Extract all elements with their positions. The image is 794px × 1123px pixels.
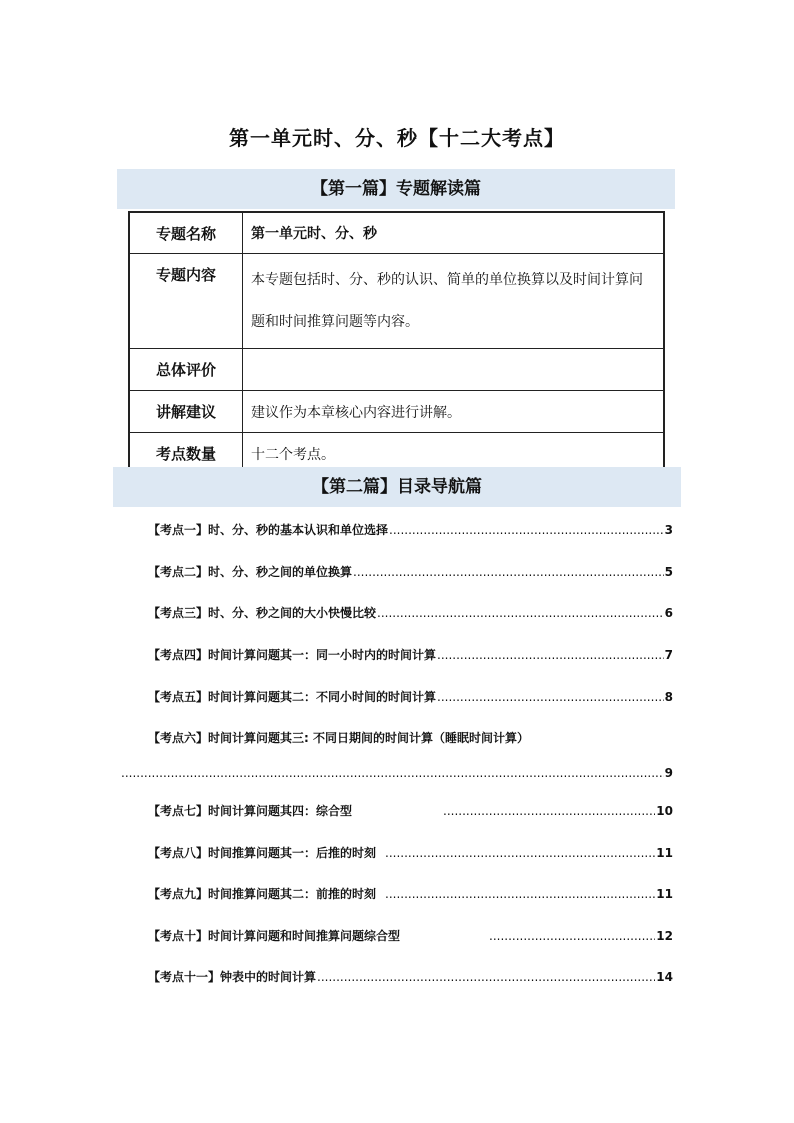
toc-item-page: 12	[656, 929, 673, 943]
toc-item-page: 5	[664, 565, 673, 579]
toc-item-page: 11	[656, 887, 673, 901]
toc-item-label: 【考点二】时、分、秒之间的单位换算	[148, 565, 353, 579]
toc-item-page: 3	[664, 523, 673, 537]
toc-leader	[121, 764, 664, 782]
toc-item[interactable]	[120, 764, 673, 782]
toc-item-page: 9	[664, 766, 673, 780]
row-key: 专题名称	[129, 212, 243, 254]
toc-item[interactable]	[148, 927, 673, 945]
toc-leader	[385, 885, 655, 903]
toc-item[interactable]	[148, 646, 673, 664]
toc-item-page: 14	[656, 970, 673, 984]
toc-item-label[interactable]: 【考点六】时间计算问题其三: 不同日期间的时间计算（睡眠时间计算）	[148, 731, 529, 745]
row-key: 讲解建议	[129, 391, 243, 433]
toc-item-label: 【考点九】时间推算问题其二：前推的时刻	[148, 887, 377, 901]
toc-item-label: 【考点十】时间计算问题和时间推算问题综合型	[148, 929, 401, 943]
row-key: 考点数量	[129, 433, 243, 476]
row-value: 本专题包括时、分、秒的认识、简单的单位换算以及时间计算问题和时间推算问题等内容。	[243, 254, 665, 349]
toc-item[interactable]	[148, 604, 673, 622]
toc-item[interactable]	[148, 844, 673, 862]
section1-heading: 【第一篇】专题解读篇	[117, 169, 675, 209]
toc-item[interactable]	[148, 885, 673, 903]
row-value: 十二个考点。	[243, 433, 665, 476]
toc-leader	[437, 688, 664, 706]
toc-item-page: 6	[664, 606, 673, 620]
section2-heading: 【第二篇】目录导航篇	[113, 467, 681, 507]
row-key: 专题内容	[129, 254, 243, 349]
toc-item-label: 【考点八】时间推算问题其一：后推的时刻	[148, 846, 377, 860]
toc-leader	[385, 844, 655, 862]
row-key: 总体评价	[129, 349, 243, 391]
toc-item[interactable]	[148, 563, 673, 581]
toc-leader	[389, 521, 664, 539]
toc-item[interactable]	[148, 521, 673, 539]
toc-item-label: 【考点四】时间计算问题其一：同一小时内的时间计算	[148, 648, 437, 662]
row-value: 第一单元时、分、秒	[243, 212, 665, 254]
toc-leader	[489, 927, 655, 945]
toc-item-label: 【考点一】时、分、秒的基本认识和单位选择	[148, 523, 389, 537]
toc-item[interactable]	[148, 688, 673, 706]
toc-item-label: 【考点三】时、分、秒之间的大小快慢比较	[148, 606, 377, 620]
toc-leader	[317, 968, 655, 986]
row-value: 建议作为本章核心内容进行讲解。	[243, 391, 665, 433]
toc-item-page: 7	[664, 648, 673, 662]
toc-leader	[377, 604, 664, 622]
toc-leader	[353, 563, 664, 581]
toc-leader	[443, 802, 655, 820]
toc-item-label: 【考点五】时间计算问题其二：不同小时间的时间计算	[148, 690, 437, 704]
page-title: 第一单元时、分、秒【十二大考点】	[229, 126, 565, 150]
toc-item-label: 【考点七】时间计算问题其四：综合型	[148, 804, 353, 818]
toc-item[interactable]	[148, 968, 673, 986]
toc-item-page: 8	[664, 690, 673, 704]
toc-item-page: 11	[656, 846, 673, 860]
toc-leader	[437, 646, 664, 664]
toc-item[interactable]	[148, 802, 673, 820]
toc-item-page: 10	[656, 804, 673, 818]
toc-item-label: 【考点十一】钟表中的时间计算	[148, 970, 317, 984]
